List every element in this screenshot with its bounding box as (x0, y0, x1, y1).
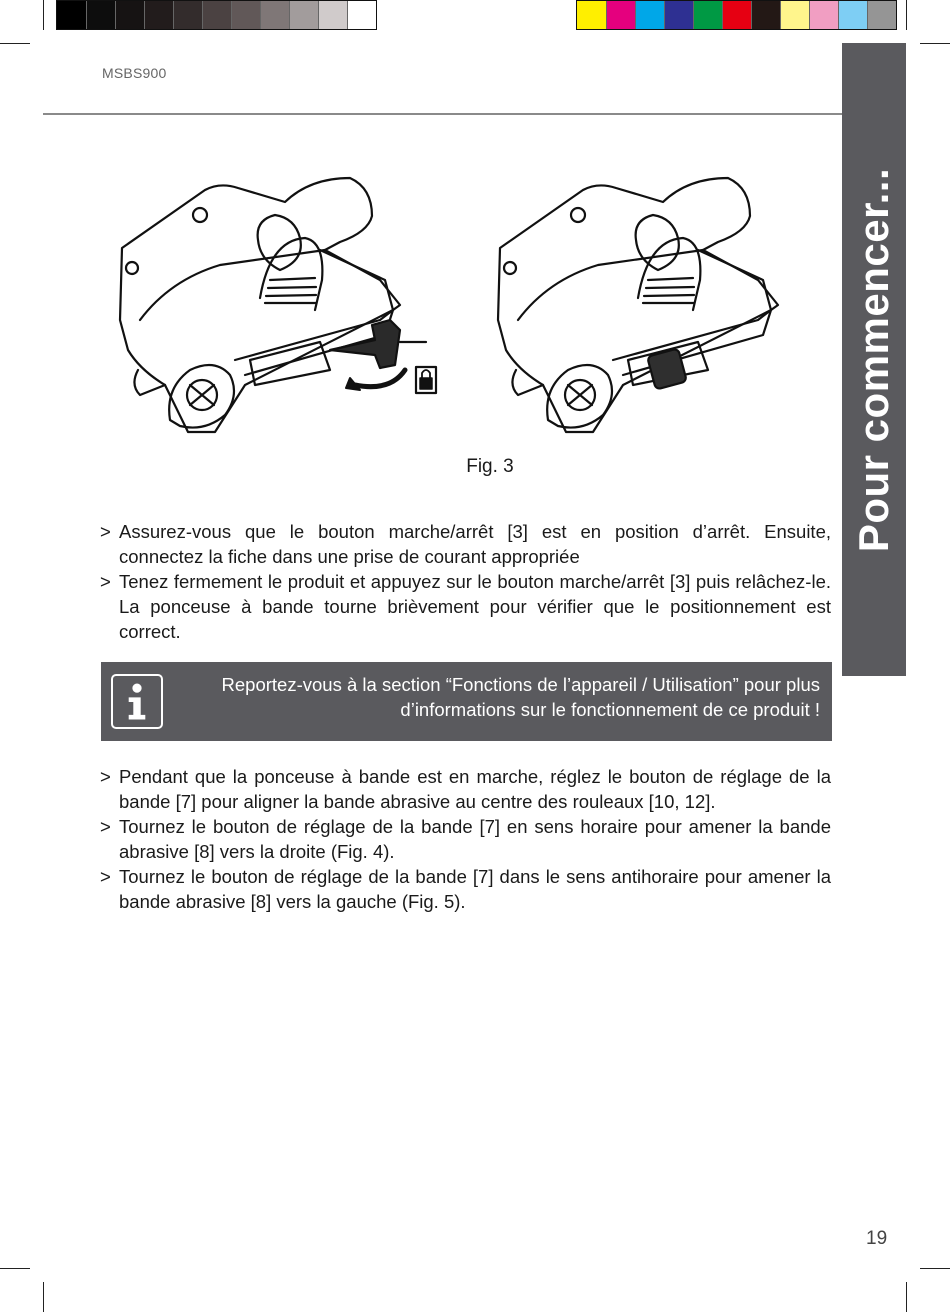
color-swatch (606, 1, 635, 29)
color-swatch (260, 1, 289, 29)
color-swatch (838, 1, 867, 29)
bullet-marker: > (100, 521, 111, 542)
list-item: > Tournez le bouton de réglage de la bande [7] en sens horaire pour amener la bande abrasive [8] vers la droite (Fig. 4). (100, 816, 831, 862)
section-title: Pour commencer... (850, 167, 897, 552)
info-text: Reportez-vous à la section “Fonctions de l’appareil / Utilisation” pour plus d’informations sur le fonctionnement de ce produit ! (221, 674, 820, 720)
color-swatch (867, 1, 896, 29)
rotate-arrow-icon (355, 370, 405, 387)
color-swatch (173, 1, 202, 29)
section-side-tab (842, 43, 906, 676)
color-swatch (57, 1, 86, 29)
switch-lock-lever (330, 320, 400, 368)
color-swatch (693, 1, 722, 29)
color-swatch (809, 1, 838, 29)
page-number: 19 (866, 1228, 888, 1249)
bullet-marker: > (100, 816, 111, 837)
crop-mark (906, 1282, 907, 1312)
crop-mark (0, 43, 30, 44)
figure-caption: Fig. 3 (466, 456, 514, 477)
list-item: > Assurez-vous que le bouton marche/arrêt [3] est en position d’arrêt. Ensuite, connectez la fiche dans une prise de courant appropriée (100, 521, 831, 567)
sander-left-drawing (120, 178, 400, 432)
process-color-bar (576, 0, 897, 30)
color-swatch (751, 1, 780, 29)
crop-mark (0, 1268, 30, 1269)
bullet-marker: > (100, 571, 111, 592)
list-item: > Tenez fermement le produit et appuyez sur le bouton marche/arrêt [3] puis relâchez-le. La ponceuse à bande tourne brièvement pour vérifier que le positionnement est correct. (100, 571, 831, 642)
info-note (101, 662, 832, 741)
instruction-list-top (100, 519, 831, 644)
bullet-marker: > (100, 866, 111, 887)
color-swatch (144, 1, 173, 29)
color-swatch (202, 1, 231, 29)
color-swatch (86, 1, 115, 29)
color-swatch (577, 1, 606, 29)
crop-mark (906, 0, 907, 30)
header-rule (43, 113, 843, 115)
bullet-marker: > (100, 766, 111, 787)
crop-mark (920, 43, 950, 44)
crop-mark (920, 1268, 950, 1269)
instruction-list-bottom (100, 764, 831, 914)
color-swatch (231, 1, 260, 29)
belt-sander-illustration (110, 170, 810, 450)
color-swatch (635, 1, 664, 29)
grayscale-color-bar (56, 0, 377, 30)
color-swatch (722, 1, 751, 29)
model-number: MSBS900 (102, 65, 167, 81)
list-item: > Tournez le bouton de réglage de la bande [7] dans le sens antihoraire pour amener la bande abrasive [8] vers la gauche (Fig. 5). (100, 866, 831, 912)
color-swatch (780, 1, 809, 29)
color-swatch (347, 1, 376, 29)
color-swatch (318, 1, 347, 29)
sander-right-drawing (498, 178, 778, 432)
list-item: > Pendant que la ponceuse à bande est en marche, réglez le bouton de réglage de la bande [7] pour aligner la bande abrasive au centre des rouleaux [10, 12]. (100, 766, 831, 812)
info-icon (111, 674, 163, 729)
color-swatch (115, 1, 144, 29)
color-swatch (664, 1, 693, 29)
crop-mark (43, 1282, 44, 1312)
color-swatch (289, 1, 318, 29)
crop-mark (43, 0, 44, 30)
